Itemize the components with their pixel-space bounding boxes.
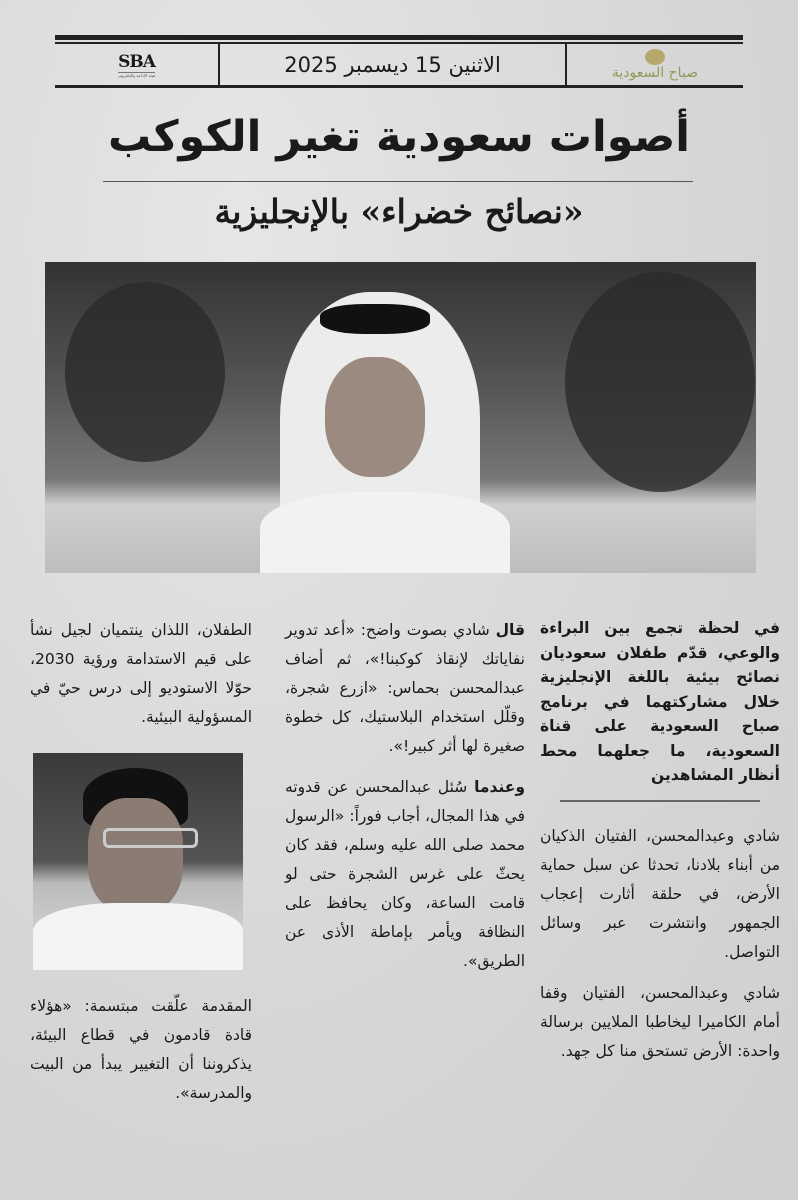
paragraph: وعندما سُئل عبدالمحسن عن قدوته في هذا المجال، أجاب فوراً: «الرسول محمد صلى الله عليه وسلم، فقد كان يحثّ على غرس الشجرة حتى لو قامت الساعة، وكان يحافظ على النظافة ويأمر بإماطة الأذى عن الطريق». — [285, 778, 525, 970]
issue-date: الاثنين 15 ديسمبر 2025 — [218, 44, 567, 85]
sabah-alsaudia-logo: صباح السعودية — [567, 44, 743, 85]
paragraph: شادي وعبدالمحسن، الفتيان وقفا أمام الكاميرا ليخاطبا الملايين برسالة واحدة: الأرض تستحق منا كل جهد. — [540, 983, 780, 1060]
article-column-left-top — [30, 616, 252, 744]
paragraph: قال شادي بصوت واضح: «أعد تدوير نفاياتك لإنقاذ كوكبنا!»، ثم أضاف عبدالمحسن بحماس: «ازرع شجرة، وقلّل استخدام البلاستيك، كل خطوة صغيرة لها أثر كبير!». — [285, 621, 525, 755]
masthead — [55, 44, 743, 88]
second-photo-boy-with-glasses — [33, 753, 243, 970]
subheadline: «نصائح خضراء» بالإنجليزية — [214, 192, 584, 231]
article-column-left-bottom — [30, 992, 252, 1120]
article-lead: في لحظة تجمع بين البراءة والوعي، قدّم طفلان سعوديان نصائح بيئية باللغة الإنجليزية خلال مشاركتهما في برنامج صباح السعودية على قناة السعودية، ما جعلهما محط أنظار المشاهدين — [540, 619, 780, 784]
top-rule — [55, 35, 743, 40]
paragraph: شادي وعبدالمحسن، الفتيان الذكيان من أبناء بلادنا، تحدثا عن سبل حماية الأرض، في حلقة أثارت إعجاب الجمهور وانتشرت عبر وسائل التواصل. — [540, 826, 780, 961]
sba-logo: SBA هيئة الإذاعة والتلفزيون — [117, 51, 156, 78]
headline: أصوات سعودية تغير الكوكب — [107, 112, 690, 162]
paragraph: المقدمة علّقت مبتسمة: «هؤلاء قادة قادمون في قطاع البيئة، يذكروننا أن التغيير يبدأ من البيت والمدرسة». — [30, 997, 252, 1102]
paragraph: الطفلان، اللذان ينتميان لجيل نشأ على قيم الاستدامة ورؤية 2030، حوّلا الاستوديو إلى درس حيّ في المسؤولية البيئية. — [30, 621, 252, 726]
article-column-right — [540, 616, 780, 1078]
sun-logo-icon — [645, 49, 665, 65]
main-photo-boy-in-ghutra — [45, 262, 756, 573]
lead-divider — [560, 800, 760, 802]
article-column-middle — [285, 616, 525, 988]
headline-divider — [103, 181, 693, 182]
